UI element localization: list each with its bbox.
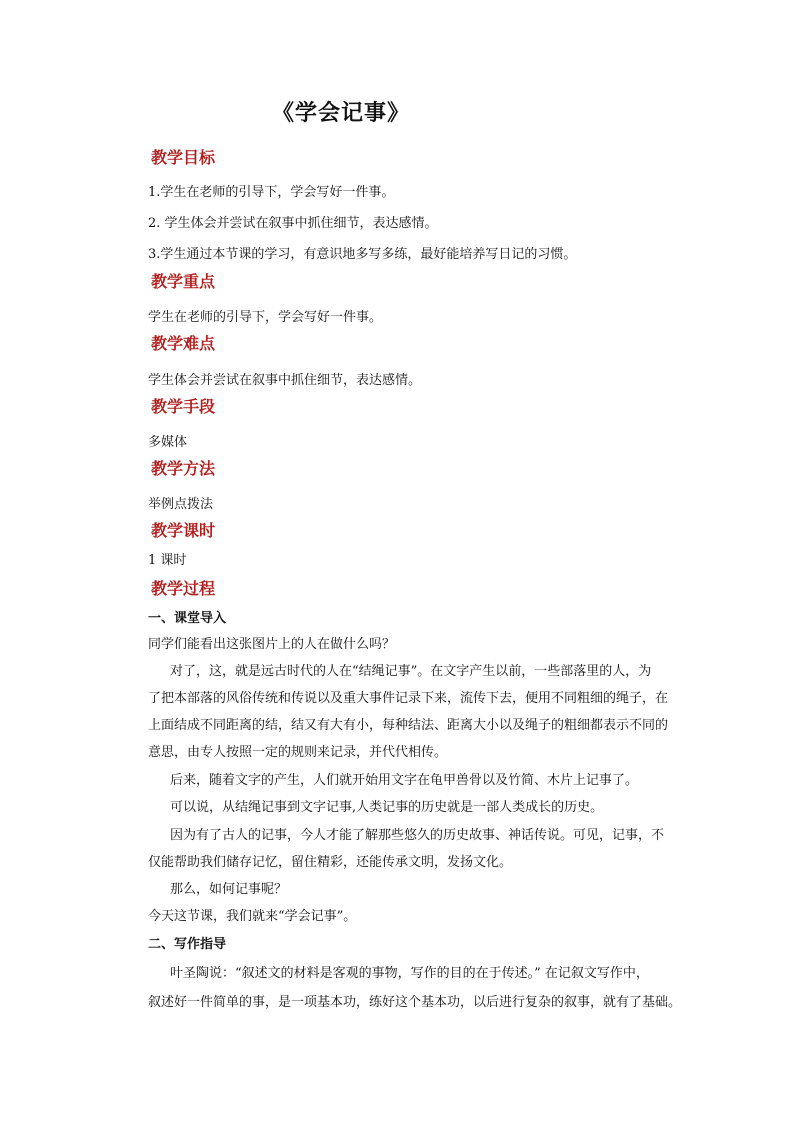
heading-methods: 教学方法 bbox=[151, 459, 216, 478]
objective-item: 2. 学生体会并尝试在叙事中抓住细节，表达感情。 bbox=[148, 216, 438, 231]
paragraph-line: 意思，由专人按照一定的规则来记录，并代代相传。 bbox=[148, 745, 448, 760]
heading-difficulties: 教学难点 bbox=[151, 334, 216, 353]
objective-item: 1.学生在老师的引导下，学会写好一件事。 bbox=[148, 185, 395, 200]
heading-key-points: 教学重点 bbox=[151, 272, 216, 291]
means-text: 多媒体 bbox=[148, 435, 188, 450]
paragraph-line: 对了，这，就是远古时代的人在“结绳记事”。在文字产生以前，一些部落里的人，为 bbox=[170, 664, 652, 679]
key-points-text: 学生在老师的引导下，学会写好一件事。 bbox=[148, 310, 383, 325]
paragraph-line: 因为有了古人的记事，今人才能了解那些悠久的历史故事、神话传说。可见，记事，不 bbox=[170, 828, 665, 843]
difficulties-text: 学生体会并尝试在叙事中抓住细节，表达感情。 bbox=[148, 373, 422, 388]
paragraph-line: 同学们能看出这张图片上的人在做什么吗？ bbox=[148, 637, 396, 652]
paragraph-line: 仅能帮助我们储存记忆，留住精彩，还能传承文明，发扬文化。 bbox=[148, 855, 513, 870]
section-heading-guidance: 二、写作指导 bbox=[148, 937, 227, 952]
heading-hours: 教学课时 bbox=[151, 521, 216, 540]
paragraph-line: 上面结成不同距离的结，结又有大有小，每种结法、距离大小以及绳子的粗细都表示不同的 bbox=[148, 718, 669, 733]
section-heading-intro: 一、课堂导入 bbox=[148, 611, 227, 626]
paragraph-line: 后来，随着文字的产生，人们就开始用文字在龟甲兽骨以及竹简、木片上记事了。 bbox=[170, 773, 639, 788]
paragraph-line: 了把本部落的风俗传统和传说以及重大事件记录下来，流传下去，便用不同粗细的绳子，在 bbox=[148, 691, 669, 706]
objective-item: 3.学生通过本节课的学习，有意识地多写多练，最好能培养写日记的习惯。 bbox=[148, 247, 577, 262]
paragraph-line: 叙述好一件简单的事，是一项基本功，练好这个基本功，以后进行复杂的叙事，就有了基础。 bbox=[148, 995, 682, 1010]
heading-means: 教学手段 bbox=[151, 397, 216, 416]
paragraph-line: 可以说，从结绳记事到文字记事,人类记事的历史就是一部人类成长的历史。 bbox=[170, 800, 604, 815]
document-title: 《学会记事》 bbox=[272, 100, 411, 126]
paragraph-line: 那么，如何记事呢？ bbox=[170, 882, 288, 897]
heading-process: 教学过程 bbox=[151, 579, 216, 598]
paragraph-line: 今天这节课，我们就来“学会记事”。 bbox=[148, 909, 357, 924]
methods-text: 举例点拨法 bbox=[148, 497, 214, 512]
paragraph-line: 叶圣陶说：“叙述文的材料是客观的事物，写作的目的在于传述。” 在记叙文写作中， bbox=[170, 966, 649, 981]
heading-objectives: 教学目标 bbox=[151, 148, 216, 167]
hours-text: 1 课时 bbox=[148, 553, 187, 568]
